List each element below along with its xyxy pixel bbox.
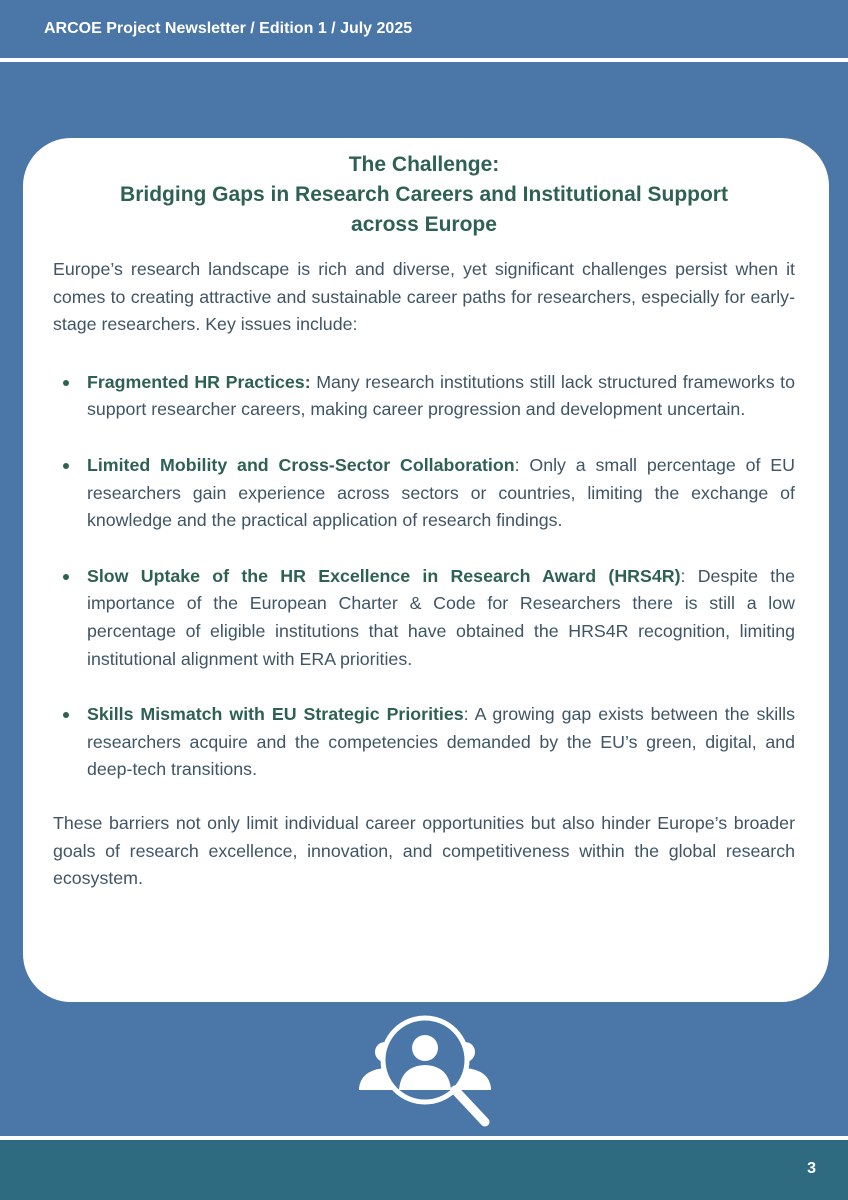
header-divider: [0, 58, 848, 62]
bullet-icon: [63, 463, 69, 469]
card-title-line-1: The Challenge:: [348, 153, 500, 176]
issue-text: : Despite the importance of the European Charter & Code for Researchers there is still a low percentage of eligible institutions that have obtained the HRS4R recognition, limiting institutional alignment with ERA priorities.: [87, 565, 795, 669]
issue-item: [53, 563, 795, 673]
bullet-icon: [63, 380, 69, 386]
people-search-icon: [355, 1010, 495, 1130]
issue-item: [53, 452, 795, 535]
page-number: 3: [807, 1160, 816, 1177]
card-title-line-3: across Europe: [351, 213, 497, 236]
issue-title: Skills Mismatch with EU Strategic Priorities: [87, 704, 464, 725]
issue-text: : Only a small percentage of EU researchers gain experience across sectors or countries, limiting the exchange of knowledge and the practical application of research findings.: [87, 454, 796, 531]
issue-title: Fragmented HR Practices:: [87, 371, 311, 392]
issue-title: Slow Uptake of the HR Excellence in Research Award (HRS4R): [87, 565, 681, 586]
issue-title: Limited Mobility and Cross-Sector Collaboration: [87, 454, 515, 475]
bullet-icon: [63, 712, 69, 718]
newsletter-footer: [0, 1140, 848, 1200]
issue-item: [53, 701, 795, 784]
newsletter-header: [0, 0, 848, 58]
card-title: [53, 150, 795, 240]
issue-item: [53, 369, 795, 424]
card-title-line-2: Bridging Gaps in Research Careers and Institutional Support: [120, 183, 728, 206]
intro-paragraph: Europe’s research landscape is rich and diverse, yet significant challenges persist when it comes to creating attractive and sustainable career paths for researchers, especially for early-stage researchers. Key issues include:: [53, 259, 795, 335]
issue-text: : A growing gap exists between the skills researchers acquire and the competencies demanded by the EU’s green, digital, and deep-tech transitions.: [87, 704, 795, 780]
conclusion-paragraph: These barriers not only limit individual career opportunities but also hinder Europe’s broader goals of research excellence, innovation, and competitiveness within the global research ecosystem.: [53, 812, 795, 889]
bullet-icon: [63, 574, 69, 580]
issue-text: Many research institutions still lack structured frameworks to support researcher careers, making career progression and development uncertain.: [87, 371, 795, 420]
challenge-card: [23, 138, 829, 1002]
issues-list: [53, 369, 795, 784]
newsletter-header-text: ARCOE Project Newsletter / Edition 1 / July 2025: [44, 20, 413, 37]
